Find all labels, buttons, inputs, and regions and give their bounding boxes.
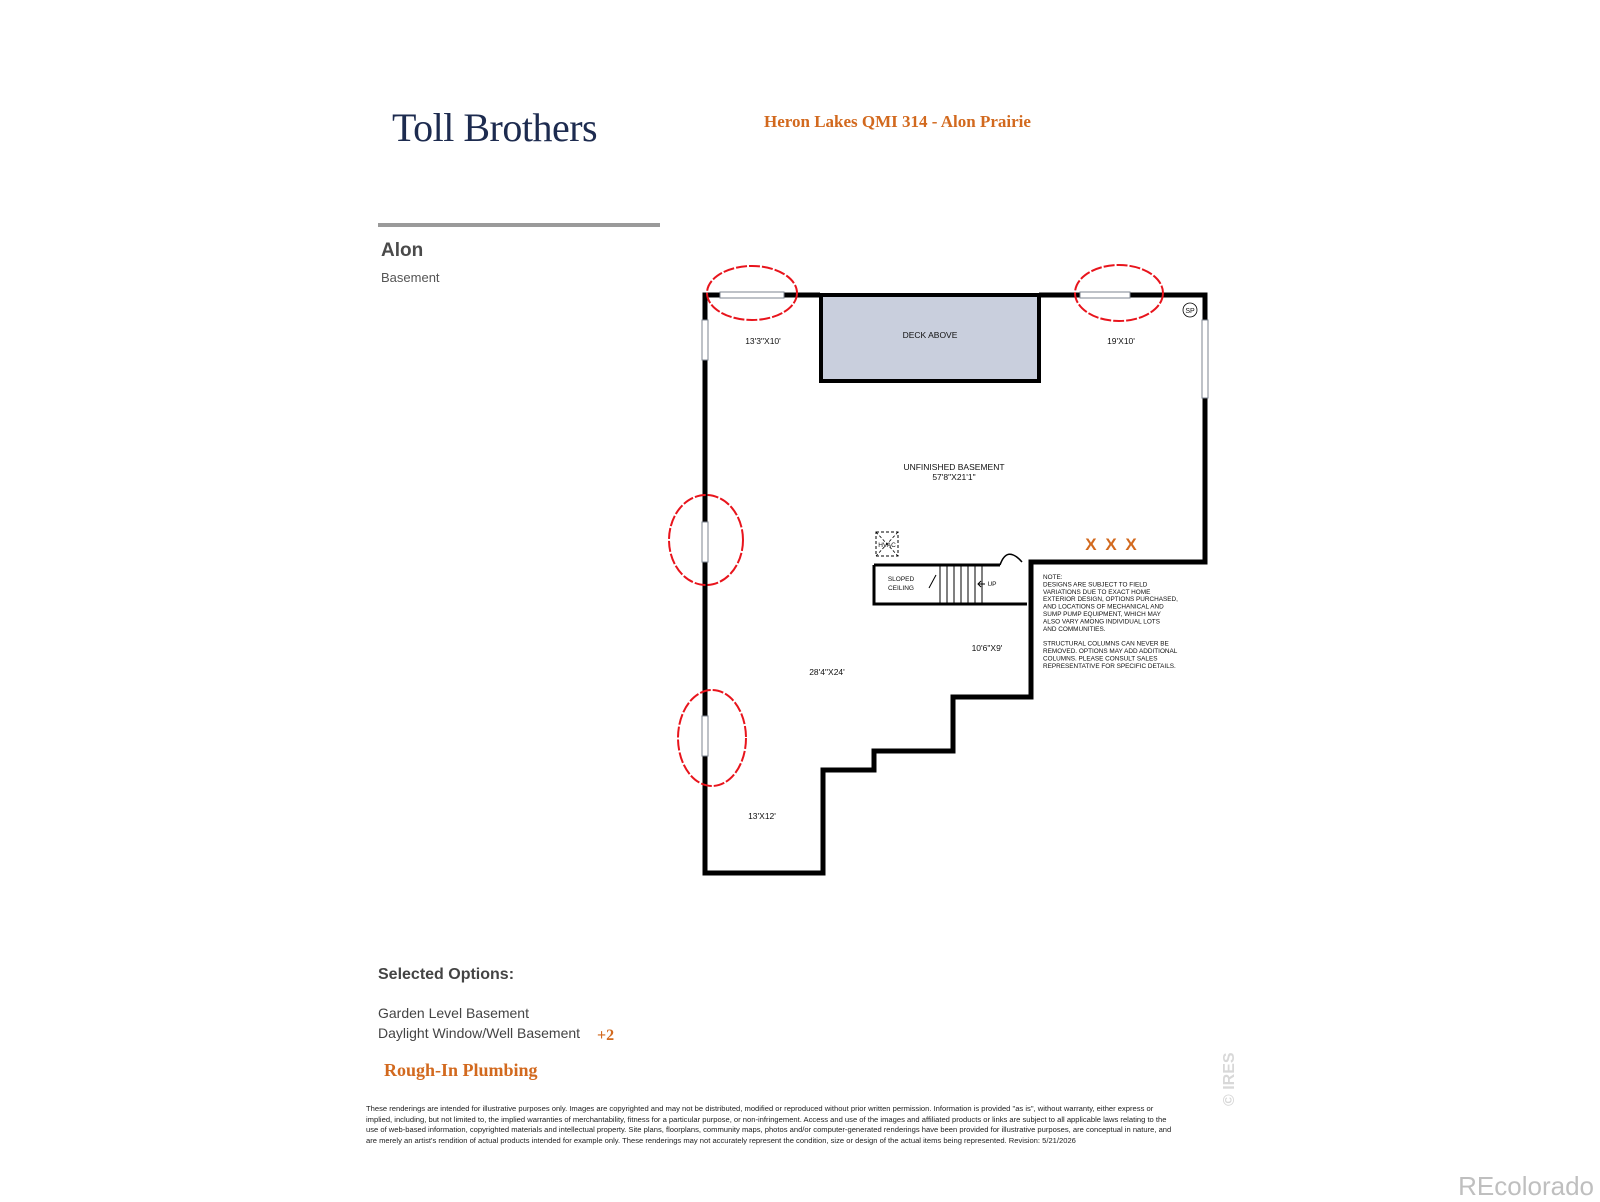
window-top-left: [720, 292, 784, 298]
hvac-label: HVAC: [878, 542, 896, 549]
plan-note-line: ALSO VARY AMONG INDIVIDUAL LOTS: [1043, 618, 1160, 626]
window-left-upper: [702, 320, 708, 360]
plan-note-line: NOTE:: [1043, 574, 1063, 581]
plan-name: Alon: [381, 240, 424, 261]
window-left-middle: [702, 522, 708, 562]
plan-note-line: COLUMNS. PLEASE CONSULT SALES: [1043, 655, 1158, 663]
plan-note-line: EXTERIOR DESIGN, OPTIONS PURCHASED,: [1043, 596, 1178, 604]
room-center-label: 28'4"X24': [809, 667, 845, 677]
plan-note-line: AND COMMUNITIES.: [1043, 625, 1106, 633]
unfinished-basement-label: UNFINISHED BASEMENT: [903, 462, 1005, 472]
brand-logo: Toll Brothers: [392, 105, 598, 150]
plan-note-line: REPRESENTATIVE FOR SPECIFIC DETAILS.: [1043, 662, 1176, 670]
sloped-ceiling-label-2: CEILING: [887, 585, 915, 592]
window-right: [1202, 320, 1208, 398]
plan-note-line: VARIATIONS DUE TO EXACT HOME: [1043, 588, 1151, 596]
option-item: Garden Level Basement: [378, 1005, 529, 1021]
room-bottom-label: 13'X12': [748, 811, 776, 821]
markup-xxx: X X X: [1085, 535, 1139, 554]
window-top-right: [1080, 292, 1130, 298]
options-title: Selected Options:: [378, 966, 515, 983]
markup-cloud-left-lower: [678, 690, 746, 786]
plan-level: Basement: [381, 270, 440, 285]
recolorado-watermark: REcolorado: [1458, 1171, 1594, 1201]
plan-note-line: STRUCTURAL COLUMNS CAN NEVER BE: [1043, 640, 1169, 648]
plan-note-line: AND LOCATIONS OF MECHANICAL AND: [1043, 603, 1164, 611]
ires-watermark: © IRES: [1221, 1052, 1238, 1106]
option-item: Daylight Window/Well Basement: [378, 1025, 581, 1041]
room-top-right-label: 19'X10': [1107, 336, 1135, 346]
plan-note-line: SUMP PUMP EQUIPMENT, WHICH MAY: [1043, 611, 1161, 618]
community-title: Heron Lakes QMI 314 - Alon Prairie: [764, 112, 1031, 131]
plan-note-line: DESIGNS ARE SUBJECT TO FIELD: [1043, 581, 1148, 589]
stair-break-line: [929, 575, 936, 588]
plan-note: [1043, 574, 1178, 670]
sump-pump-label: SP: [1185, 308, 1195, 315]
stair-treads: [940, 565, 982, 604]
door-swing: [1000, 554, 1022, 565]
deck-label: DECK ABOVE: [902, 330, 958, 340]
plan-note-line: REMOVED. OPTIONS MAY ADD ADDITIONAL: [1043, 648, 1178, 655]
disclaimer-text: These renderings are intended for illustrative purposes only. Images are copyrighted and may not be distributed, modified or reproduced without prior written permission. Information is provided "as is", without warranty, either express or implied, including, but not limited to, the implied warranties of merchantability, fitness for a particular purpose, or non-infringement. Access and use of the images and affiliated products or links are subject to all applicable laws relating to the use of web-based information, copyrighted materials and intellectual property. Site plans, floorplans, community maps, photos and/or computer-generated renderings have been provided for illustrative purposes, are conceptual in nature, and are merely an artist's rendition of actual products intended for example only. These renderings may not accurately represent the condition, size or design of the actual items being represented. Revision: 5/21/2026: [366, 1104, 1172, 1145]
sloped-ceiling-label-1: SLOPED: [887, 576, 915, 583]
window-left-lower: [702, 716, 708, 756]
options-extra-annotation: Rough-In Plumbing: [384, 1060, 538, 1080]
unfinished-basement-dims: 57'8"X21'1": [932, 472, 976, 482]
room-right-label: 10'6"X9': [971, 643, 1003, 653]
room-top-left-label: 13'3"X10': [745, 336, 781, 346]
stair-up-label: UP: [987, 581, 997, 588]
options-plus-annotation: +2: [597, 1027, 615, 1044]
